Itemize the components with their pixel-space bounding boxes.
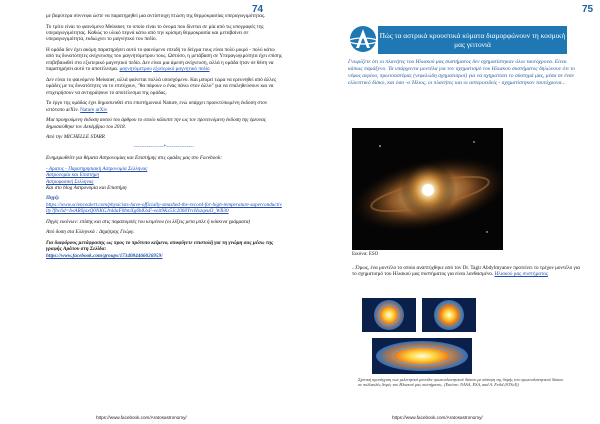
image2-caption: Σχετική προσέγγιση των μελετητικά μοντέλα πρωτοπλανητικού δίσκου με κάτοψη της δομής του πρωτοπλανητικού δίσκου σε πολλαπλές δομές του Ηλιακού μας συστήματος. (Εικόνα: NASA, ESA, and A. Feild (STScI)) — [358, 377, 564, 388]
group-link-4[interactable]: Και στο blog Αστρονομία και Επιστήμη — [46, 185, 127, 192]
source-block — [46, 195, 282, 214]
source-label: Πηγή: — [46, 195, 60, 202]
bold-note-text: Για διαφόρους μετάφρασης ως προς το πρότυπο κείμενο, αποφύγετε επιστολή για τη γνώμη σας μέσω της γραφής Αράτου στη Σελίδα: — [46, 240, 274, 253]
rights-text: Πηγές εικόνων: επίσης και στις παραπομπές του κειμένου (οι λέξεις μετα μπλε ή κόκκινα γράμματα) — [46, 218, 251, 225]
magnetic-field-link[interactable]: εξωτερικό μαγνητικό πεδίο — [153, 66, 210, 73]
group-link-1[interactable]: - Αρατος - Παρατηρησιακή Αστρονομία Σελληνας — [46, 165, 148, 172]
nature-link[interactable]: Nature — [80, 106, 95, 113]
page-number-right: 75 — [582, 4, 594, 15]
protoplanetary-disk-image — [352, 128, 503, 250]
paragraph-5 — [46, 100, 282, 113]
magnetometer-link[interactable]: μαγνητόμετρου — [119, 66, 152, 73]
fb-group-link[interactable]: https://www.facebook.com/groups/1734084466026959/ — [46, 252, 163, 259]
page-number-left: 74 — [252, 4, 264, 15]
paragraph-4: Δεν είναι το φαινόμενο Meissner, αλλά φαίνεται πολλά υποσχόμενο. Και μπορεί τώρα να ερευνηθεί από άλλες ομάδες με τις δυνατότητες να το επιτύχουν, "θα πάρουν ο ένας πάνω στον άλλο" για να επαληθεύσουν και να επιχειρήσουν να αντιγράψουν το αποτέλεσμα της ομάδας. — [46, 76, 277, 96]
left-article-column — [46, 13, 282, 263]
article-title-banner: Πώς τα αστρικά κρουστικά κύματα διαμορφώνουν τη κοσμική μας γειτονιά — [378, 26, 567, 54]
follow-title: Ενημερωθείτε για θέματα Αστρονομίας και Επιστήμης στις ομάδες μας στο Facebook: — [46, 155, 222, 162]
intro-paragraph: Γνωρίζετε ότι οι πλανήτες του Ηλιακού μας συστήματος δεν σχηματίστηκαν όλοι ταυτόχρονα. Είναι κάπως παράξενο. Τα υπάρχοντα μοντέλα για τον σχηματισμό του Ηλιακού συστήματος δηλώνουν ότι το νέφος αερίου, πρωτοαστέρας (νεφελώδη σχηματισμοί) για να σχηματίσει το σύστημά μας, μέσα σε έναν ελλειπτικό δίσκο, και όσο -ο Ήλιος, οι πλανήτες και οι αστεροειδείς - σχηματίστηκαν ταυτόχρονα... — [348, 59, 576, 86]
group-link-2[interactable]: Αστρονομία και Επιστήμη — [46, 172, 99, 179]
group-link-3[interactable]: Αστροφυσική Σελληνας — [46, 178, 94, 185]
paragraph-3 — [46, 47, 282, 73]
paragraph-6: Μια προηγούμενη έκδοση αυτού του άρθρου το οποίο κάλυπτε την ως τον προτεινόμενη έκδοση της έρευνας δημοσιεύθηκε τον Δεκέμβριο του 2018. — [46, 117, 266, 130]
aratos-logo-icon — [348, 24, 378, 54]
right-footer-url[interactable]: https://www.facebook.com/Aratosastronomy/ — [392, 415, 483, 420]
solar-system-link[interactable]: Ηλιακού μας συστήματος — [494, 271, 548, 278]
arxiv-link[interactable]: arXiv — [95, 106, 108, 113]
paragraph-2: Το τρίτο είναι το φαινόμενο Meissner, το οποίο είναι το όνομα που δίνεται σε μία από τις υπογραφές της υπεραγωγιμότητας. Καθώς το υλικό περνά κάτω από την κρίσιμη θερμοκρασία και μεταβαίνει σε υπεραγωγιμότητα, εκδιώχνει το μαγνητικό του πεδίο. — [46, 23, 264, 43]
right-page — [300, 0, 600, 424]
paragraph-1: με βαρύτερα σύννεφα ώστε να παρατηρηθεί μια αντίστοιχη πτώση της θερμοκρασίας υπεραγωγιμότητας. — [46, 13, 266, 19]
left-footer-url[interactable]: https://www.facebook.com/Aratosastronomy/ — [96, 415, 187, 420]
paragraph-3-text: Η ομάδα δεν έχει ακόμη παρατηρήσει αυτό το φαινόμενο επειδή το δείγμα τους είναι πολύ μικρό - πολύ κάτω από τις δυνατότητες ανίχνευσης του μαγνητόμετρου τους. Ωστόσο, η μετάβαση σε Υπεραγωγιμότητα έχει επίσης επιβεβαιωθεί στο εξωτερικό μαγνητικό πεδίο. Δεν είναι μια άμεση ανίχνευση, αλλά η ομάδα ήταν σε θέση να παρατηρήσει αυτό το αποτέλεσμα. — [46, 47, 282, 73]
body-paragraph — [352, 265, 580, 278]
protoplanetary-model-images — [362, 298, 482, 374]
paragraph-5-text: Το έργο της ομάδας έχει δημοσιευθεί στο επιστήμονικό Nature, ενώ υπάρχει προεκτύπωμένη έκδοση στον ιστότοπο arXiv. — [46, 100, 268, 113]
source-url-link[interactable]: https://www.sciencealert.com/physicists-have-officially-smashed-the-record-for-high-temperature-superconductivity?fbclid=IwAR0jaxQ0NKGJrddaF0bmXg6h83sF-eoit9Kz5Jc2060YrcHxzqeuO_WR30 — [46, 201, 282, 215]
body-text: ...Όμως, ένα μοντέλο το οποίο αναπτύχθηκε από τον Dr. Tagir Abdylmyanov προτείνει το τρέχον μοντέλο για το σχηματισμό του Ηλιακού μας συστήματος για είναι λανθασμένο. — [352, 265, 580, 278]
translation-text: Από δοση στα Ελληνικά : Δημήτρης Γεώργ. — [46, 229, 135, 236]
section-separator — [46, 145, 282, 151]
groups-list — [46, 166, 282, 192]
author-line: Από την MICHELLE STARR — [46, 134, 105, 141]
bold-note — [46, 240, 282, 259]
image1-caption: Εικόνα: ESO — [352, 252, 379, 257]
separator-text: ----------------*--------------- — [133, 144, 195, 150]
